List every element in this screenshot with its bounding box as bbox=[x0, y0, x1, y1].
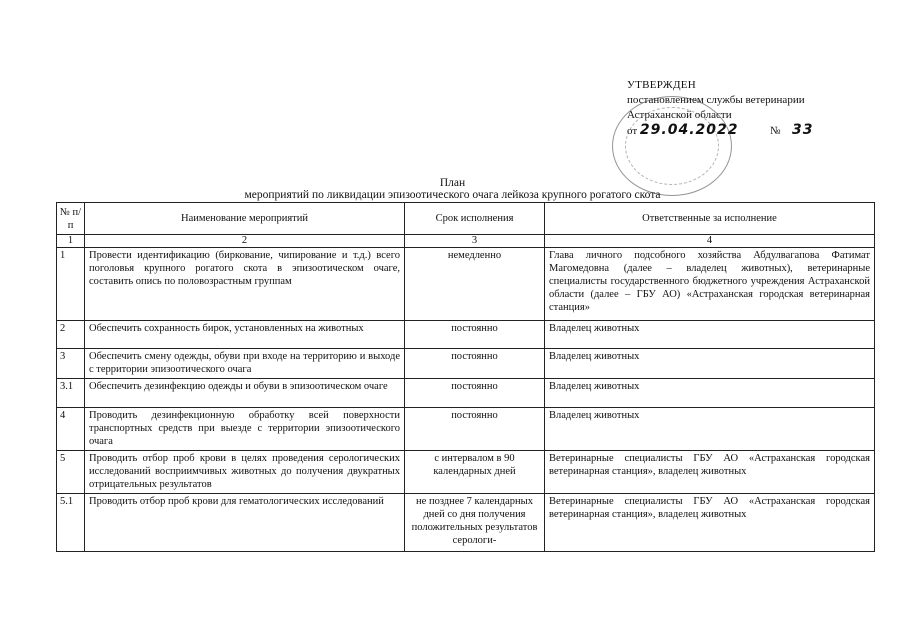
number-prefix: № bbox=[770, 125, 781, 137]
index-cell: 4 bbox=[545, 235, 875, 248]
table-row bbox=[57, 349, 875, 379]
approval-title: УТВЕРЖДЕН bbox=[627, 79, 697, 91]
approval-line-1: постановлением службы ветеринарии bbox=[627, 94, 805, 106]
row-name: Обеспечить сохранность бирок, установленных на животных bbox=[85, 321, 405, 349]
header-name: Наименование мероприятий bbox=[85, 203, 405, 235]
header-term: Срок исполнения bbox=[405, 203, 545, 235]
table-row bbox=[57, 408, 875, 451]
table-index-row bbox=[57, 235, 875, 248]
plan-subtitle: мероприятий по ликвидации эпизоотического очага лейкоза крупного рогатого скота bbox=[244, 189, 661, 201]
table-row bbox=[57, 321, 875, 349]
header-num: № п/п bbox=[57, 203, 85, 235]
row-term: с интервалом в 90 календарных дней bbox=[405, 451, 545, 494]
row-num: 4 bbox=[57, 408, 85, 451]
table-header-row bbox=[57, 203, 875, 235]
row-resp: Владелец животных bbox=[545, 408, 875, 451]
table-row bbox=[57, 451, 875, 494]
index-cell: 2 bbox=[85, 235, 405, 248]
approval-date-line bbox=[627, 123, 813, 139]
row-term: не позднее 7 календарных дней со дня получения положительных результатов серологи- bbox=[405, 494, 545, 552]
row-resp: Владелец животных bbox=[545, 321, 875, 349]
number-value: 33 bbox=[792, 122, 814, 138]
row-resp: Владелец животных bbox=[545, 379, 875, 408]
date-value: 29.04.2022 bbox=[639, 122, 739, 138]
row-name: Проводить дезинфекционную обработку всей поверхности транспортных средств при выезде с территории эпизоотического очага bbox=[85, 408, 405, 451]
row-name: Провести идентификацию (биркование, чипирование и т.д.) всего поголовья крупного рогатого скота в эпизоотическом очаге, составить опись по половозрастным группам bbox=[85, 248, 405, 321]
row-term: постоянно bbox=[405, 349, 545, 379]
table-row bbox=[57, 379, 875, 408]
row-num: 3 bbox=[57, 349, 85, 379]
row-resp: Ветеринарные специалисты ГБУ АО «Астраханская городская ветеринарная станция», владелец животных bbox=[545, 494, 875, 552]
header-resp: Ответственные за исполнение bbox=[545, 203, 875, 235]
row-name: Проводить отбор проб крови в целях проведения серологических исследований восприимчивых животных до получения двукратных отрицательных результатов bbox=[85, 451, 405, 494]
row-num: 2 bbox=[57, 321, 85, 349]
row-resp: Ветеринарные специалисты ГБУ АО «Астраханская городская ветеринарная станция», владелец животных bbox=[545, 451, 875, 494]
table-row bbox=[57, 494, 875, 552]
measures-table bbox=[56, 202, 875, 552]
row-num: 3.1 bbox=[57, 379, 85, 408]
row-name: Обеспечить дезинфекцию одежды и обуви в эпизоотическом очаге bbox=[85, 379, 405, 408]
table-row bbox=[57, 248, 875, 321]
row-term: постоянно bbox=[405, 408, 545, 451]
row-num: 1 bbox=[57, 248, 85, 321]
row-term: постоянно bbox=[405, 321, 545, 349]
row-resp: Владелец животных bbox=[545, 349, 875, 379]
row-num: 5.1 bbox=[57, 494, 85, 552]
row-num: 5 bbox=[57, 451, 85, 494]
approval-block bbox=[627, 78, 813, 139]
index-cell: 3 bbox=[405, 235, 545, 248]
row-term: немедленно bbox=[405, 248, 545, 321]
row-resp: Глава личного подсобного хозяйства Абдулвагапова Фатимат Магомедовна (далее – владелец животных), ветеринарные специалисты государственного бюджетного учреждения Астраханской области (далее – ГБУ АО) «Астраханская городская ветеринарная станция» bbox=[545, 248, 875, 321]
row-name: Обеспечить смену одежды, обуви при входе на территорию и выходе с территории эпизоотического очага bbox=[85, 349, 405, 379]
plan-title: План bbox=[439, 177, 466, 189]
approval-line-2: Астраханской области bbox=[627, 109, 732, 121]
index-cell: 1 bbox=[57, 235, 85, 248]
date-prefix: от bbox=[627, 125, 638, 137]
row-term: постоянно bbox=[405, 379, 545, 408]
row-name: Проводить отбор проб крови для гематологических исследований bbox=[85, 494, 405, 552]
